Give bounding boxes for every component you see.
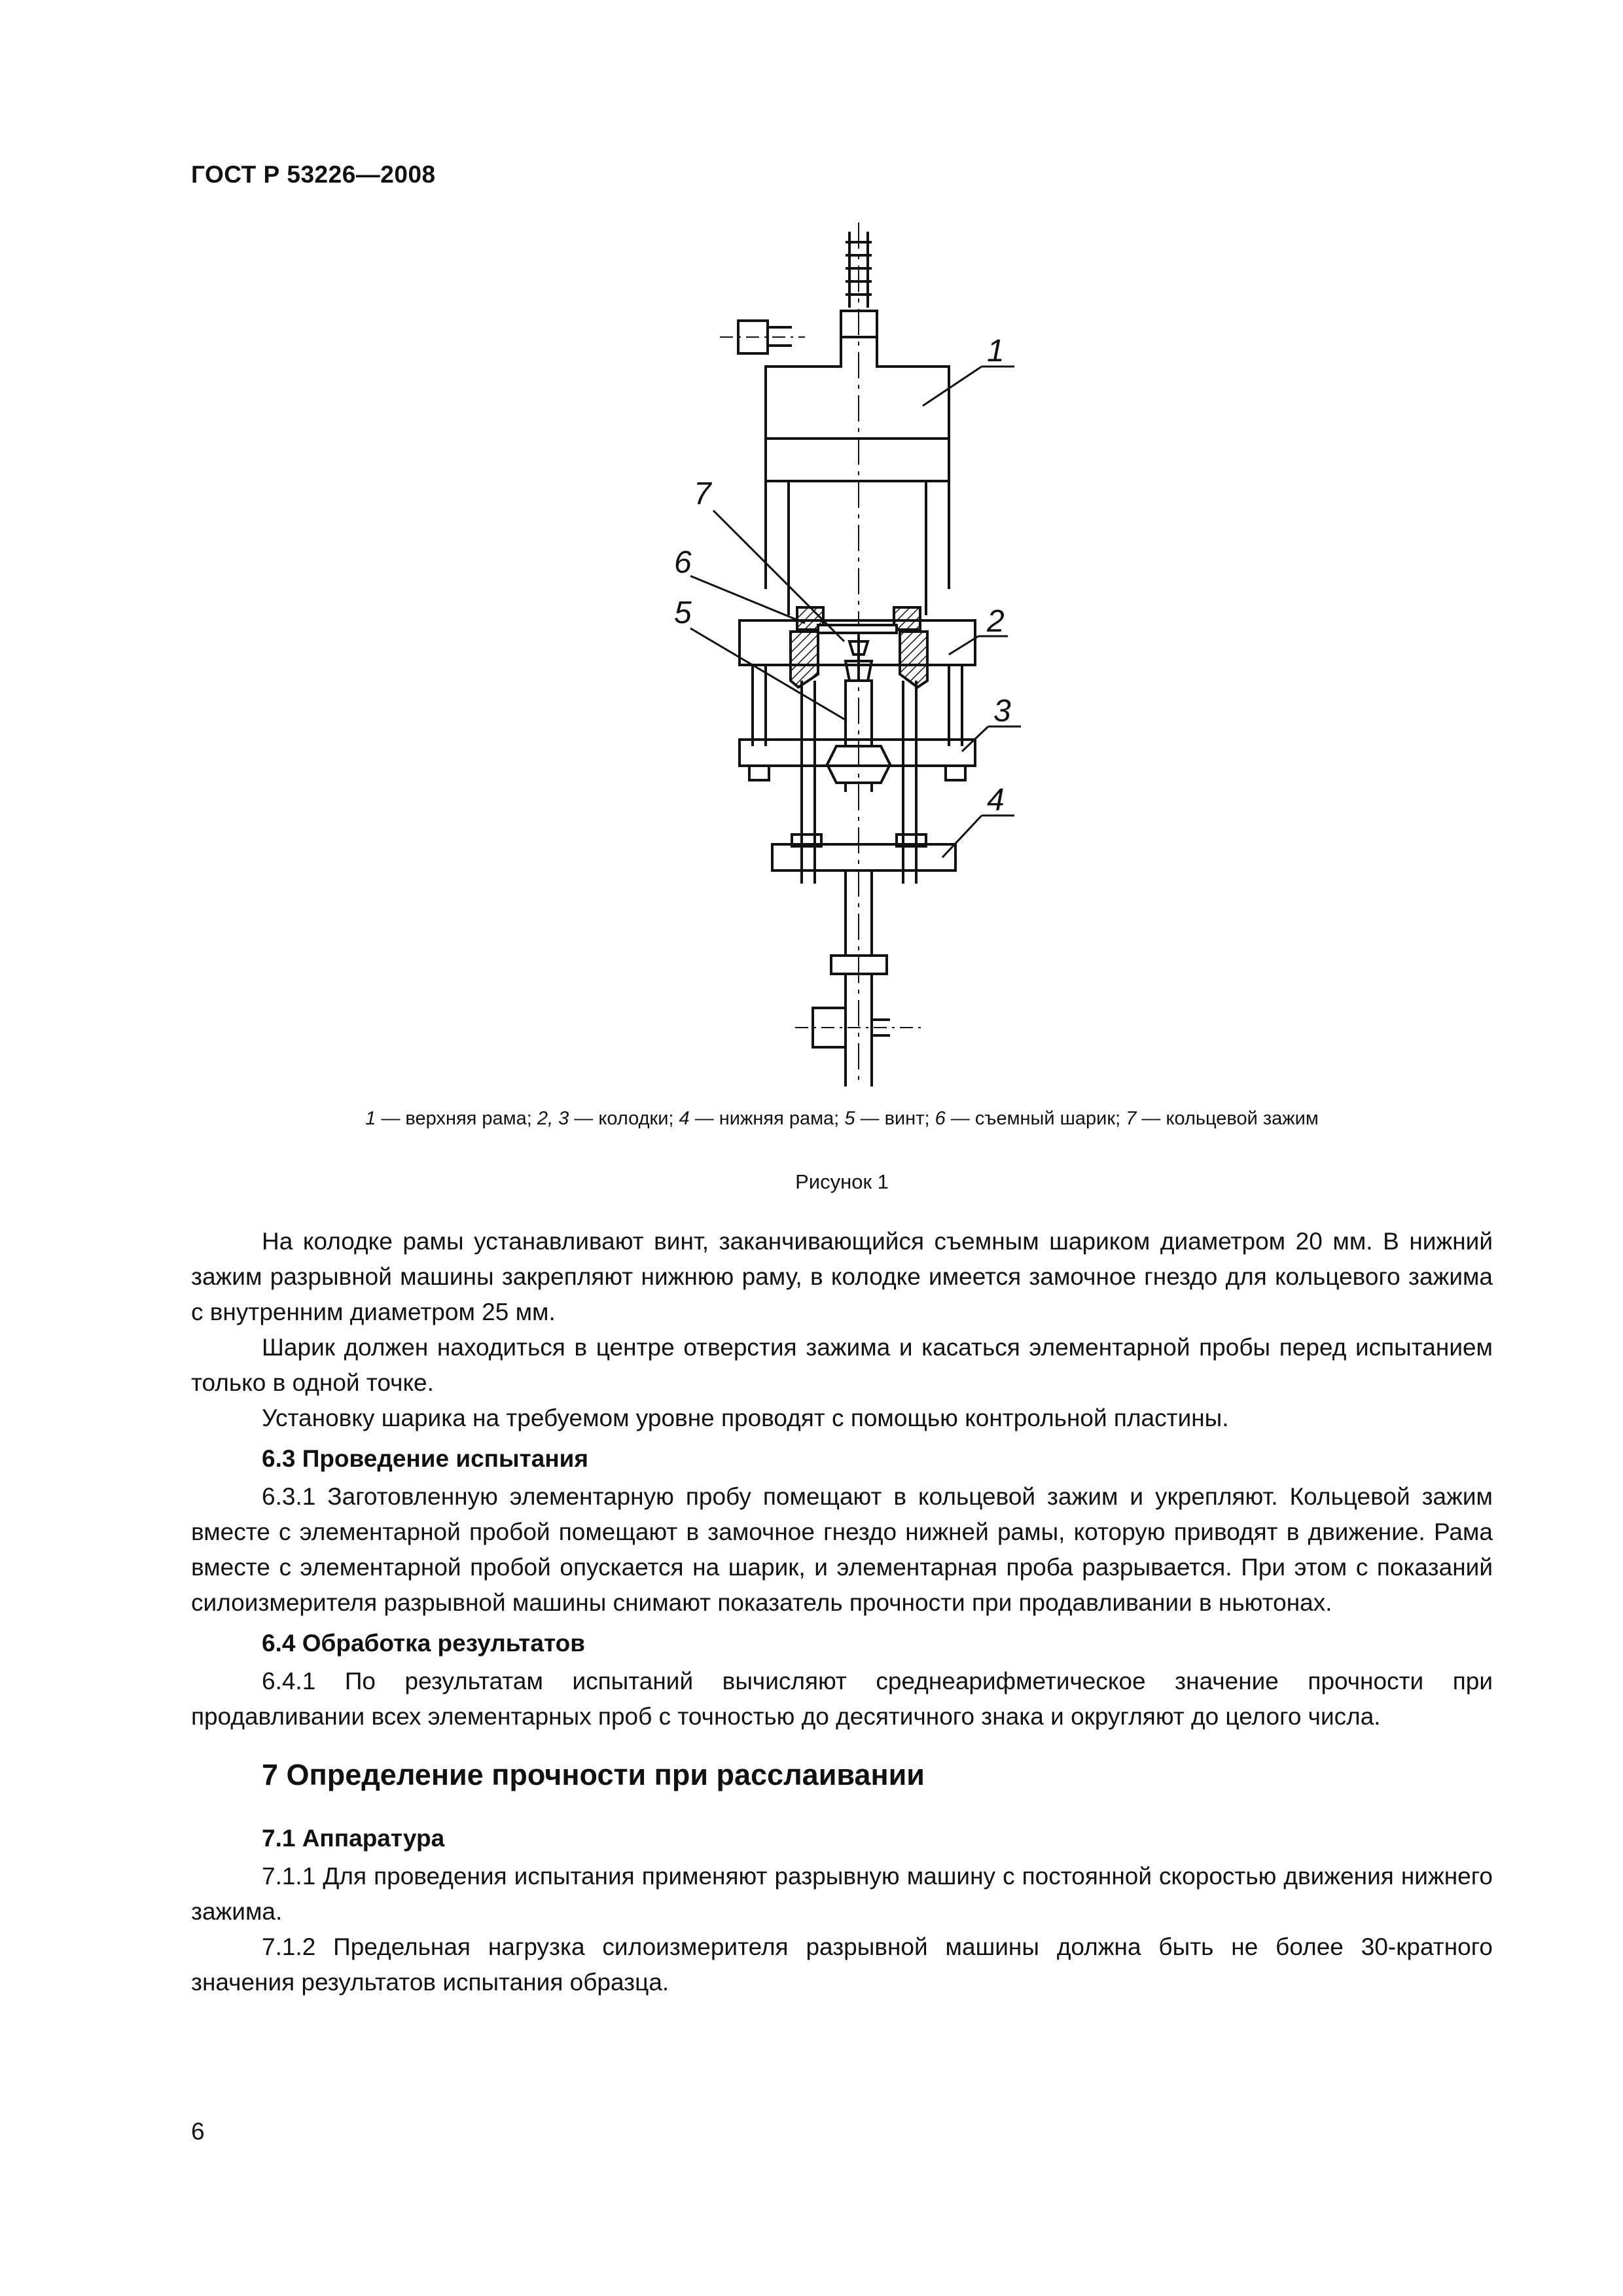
heading-6-4: 6.4 Обработка результатов [262, 1630, 585, 1657]
legend-num-4: 5 [844, 1108, 855, 1129]
callout-3: 3 [993, 694, 1011, 728]
legend-num-5: 6 [935, 1108, 946, 1129]
heading-7: 7 Определение прочности при расслаивании [262, 1758, 925, 1791]
legend-text-3: — нижняя рама; [689, 1108, 845, 1129]
legend-num-3: 4 [679, 1108, 690, 1129]
apparatus-figure [674, 223, 1067, 1100]
callout-2: 2 [987, 604, 1005, 639]
callout-6: 6 [674, 545, 692, 580]
callout-4: 4 [987, 783, 1005, 817]
guide-bolts [753, 665, 962, 884]
figure-legend [191, 1108, 1493, 1130]
heading-6-3: 6.3 Проведение испытания [262, 1445, 589, 1472]
legend-text-1: — верхняя рама; [376, 1108, 537, 1129]
legend-num-1: 1 [365, 1108, 376, 1129]
document-code-header: ГОСТ Р 53226—2008 [191, 161, 436, 188]
paragraph-control-plate: Установку шарика на требуемом уровне проводят с помощью контрольной пластины. [262, 1405, 1229, 1431]
paragraph-ball-position: Шарик должен находиться в центре отверстия зажима и касаться элементарной пробы перед испытанием только в одной точке. [191, 1334, 1493, 1396]
callout-5: 5 [674, 596, 692, 630]
lower-frame-4 [772, 834, 955, 1086]
legend-num-6: 7 [1126, 1108, 1137, 1129]
heading-7-1: 7.1 Аппаратура [262, 1825, 445, 1852]
legend-text-6: — кольцевой зажим [1136, 1108, 1319, 1129]
figure-caption: Рисунок 1 [795, 1170, 889, 1193]
callout-1: 1 [987, 334, 1005, 368]
apparatus-drawing [674, 223, 1067, 1100]
ring-clamp-and-ball [846, 634, 872, 681]
body-text [191, 1224, 1493, 2000]
paragraph-7-1-1: 7.1.1 Для проведения испытания применяют разрывную машину с постоянной скоростью движения нижнего зажима. [191, 1863, 1493, 1925]
page-number: 6 [191, 2118, 205, 2145]
legend-text-4: — винт; [855, 1108, 935, 1129]
callout-7: 7 [694, 476, 711, 511]
legend-num-2: 2, 3 [537, 1108, 569, 1129]
legend-text-5: — съемный шарик; [945, 1108, 1126, 1129]
paragraph-7-1-2: 7.1.2 Предельная нагрузка силоизмерителя разрывной машины должна быть не более 30-кратного значения результатов испытания образца. [191, 1933, 1493, 1996]
legend-text-2: — колодки; [569, 1108, 679, 1129]
paragraph-screw-setup: На колодке рамы устанавливают винт, заканчивающийся съемным шариком диаметром 20 мм. В нижний зажим разрывной машины закрепляют нижнюю раму, в колодке имеется замочное гнездо для кольцевого зажима с внутренним диаметром 25 мм. [191, 1228, 1493, 1325]
upper-frame-1 [720, 321, 949, 615]
paragraph-6-4-1: 6.4.1 По результатам испытаний вычисляют среднеарифметическое значение прочности при продавливании всех элементарных проб с точностью до десятичного знака и округляют до целого числа. [191, 1668, 1493, 1730]
paragraph-6-3-1: 6.3.1 Заготовленную элементарную пробу помещают в кольцевой зажим и укрепляют. Кольцевой зажим вместе с элементарной пробой помещают в замочное гнездо нижней рамы, которую приводят в движение. Рама вместе с элементарной пробой опускается на шарик, и элементарная проба разрывается. При этом с показаний силоизмерителя разрывной машины снимают показатель прочности при продавливании в ньютонах. [191, 1483, 1493, 1616]
